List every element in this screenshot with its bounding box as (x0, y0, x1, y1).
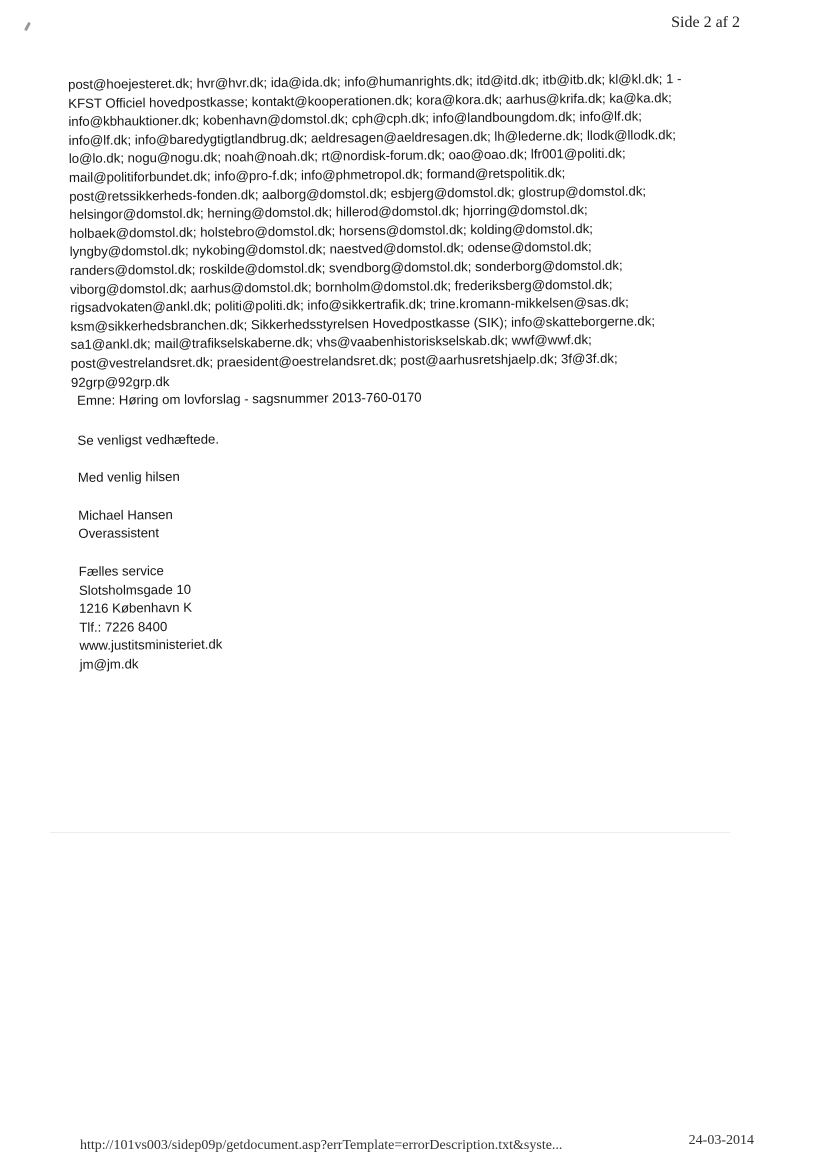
street-address: Slotsholmsgade 10 (78, 581, 192, 598)
recipients-line: 92grp@92grp.dk (70, 373, 170, 390)
recipients-line: holbaek@domstol.dk; holstebro@domstol.dk; horsens@domstol.dk; kolding@domstol.dk; (69, 220, 593, 241)
recipients-line: ksm@sikkerhedsbranchen.dk; Sikkerhedsstyrelsen Hovedpostkasse (SIK); info@skatteborgerne.dk; (70, 313, 656, 334)
page-number: Side 2 af 2 (671, 14, 740, 31)
sender-block (78, 500, 740, 544)
sender-name: Michael Hansen (78, 506, 173, 523)
recipients-line: sa1@ankl.dk; mail@trafikselskaberne.dk; vhs@vaabenhistoriskselskab.dk; wwf@wwf.dk; (70, 332, 592, 353)
phone: Tlf.: 7226 8400 (79, 618, 168, 635)
body-text: Se venligst vedhæftede. (77, 431, 220, 448)
recipients-line: helsingor@domstol.dk; herning@domstol.dk; hillerod@domstol.dk; hjorring@domstol.dk; (69, 202, 588, 223)
postal-city: 1216 København K (79, 600, 193, 617)
email: jm@jm.dk (79, 656, 139, 672)
website: www.justitsministeriet.dk (79, 636, 223, 654)
footer-url: http://101vs003/sidep09p/getdocument.asp?errTemplate=errorDescription.txt&syste... (80, 1138, 563, 1153)
recipients-line: viborg@domstol.dk; aarhus@domstol.dk; bornholm@domstol.dk; frederiksberg@domstol.dk; (69, 276, 613, 297)
footer-date: 24-03-2014 (688, 1133, 754, 1148)
recipients-line: randers@domstol.dk; roskilde@domstol.dk; svendborg@domstol.dk; sonderborg@domstol.dk; (69, 257, 623, 278)
scan-mark (24, 22, 31, 31)
recipients-line: post@hoejesteret.dk; hvr@hvr.dk; ida@ida.dk; info@humanrights.dk; itd@itd.dk; itb@itb.dk; kl@kl.dk; 1 - (68, 71, 682, 92)
recipients-line: post@vestrelandsret.dk; praesident@oestrelandsret.dk; post@aarhusretshjaelp.dk; 3f@3f.dk; (70, 350, 618, 371)
recipients-line: rigsadvokaten@ankl.dk; politi@politi.dk; info@sikkertrafik.dk; trine.kromann-mikkelsen@sas.dk; (70, 294, 629, 316)
recipients-line: lyngby@domstol.dk; nykobing@domstol.dk; naestved@domstol.dk; odense@domstol.dk; (69, 239, 592, 260)
scan-artifact-line (50, 832, 730, 833)
recipients-line: mail@politiforbundet.dk; info@pro-f.dk; info@phmetropol.dk; formand@retspolitik.dk; (68, 165, 566, 185)
recipients-line: lo@lo.dk; nogu@nogu.dk; noah@noah.dk; rt@nordisk-forum.dk; oao@oao.dk; lfr001@politi.dk; (68, 146, 626, 167)
contact-block (79, 557, 742, 675)
sender-title: Overassistent (78, 525, 160, 542)
department: Fælles service (78, 563, 164, 579)
closing: Med venlig hilsen (77, 469, 180, 486)
email-subject: Emne: Høring om lovforslag - sagsnummer 2013-760-0170 (77, 389, 422, 409)
recipients-list (68, 70, 739, 392)
recipients-line: info@lf.dk; info@baredygtigtlandbrug.dk; aeldresagen@aeldresagen.dk; lh@lederne.dk; llodk@llodk.dk; (68, 126, 676, 148)
recipients-line: info@kbhauktioner.dk; kobenhavn@domstol.dk; cph@cph.dk; info@landboungdom.dk; info@lf.dk; (68, 108, 643, 130)
email-body (68, 70, 742, 694)
recipients-line: KFST Officiel hovedpostkasse; kontakt@kooperationen.dk; kora@kora.dk; aarhus@krifa.dk; ka@ka.dk; (68, 89, 672, 111)
recipients-line: post@retssikkerheds-fonden.dk; aalborg@domstol.dk; esbjerg@domstol.dk; glostrup@domstol.dk; (69, 183, 647, 204)
